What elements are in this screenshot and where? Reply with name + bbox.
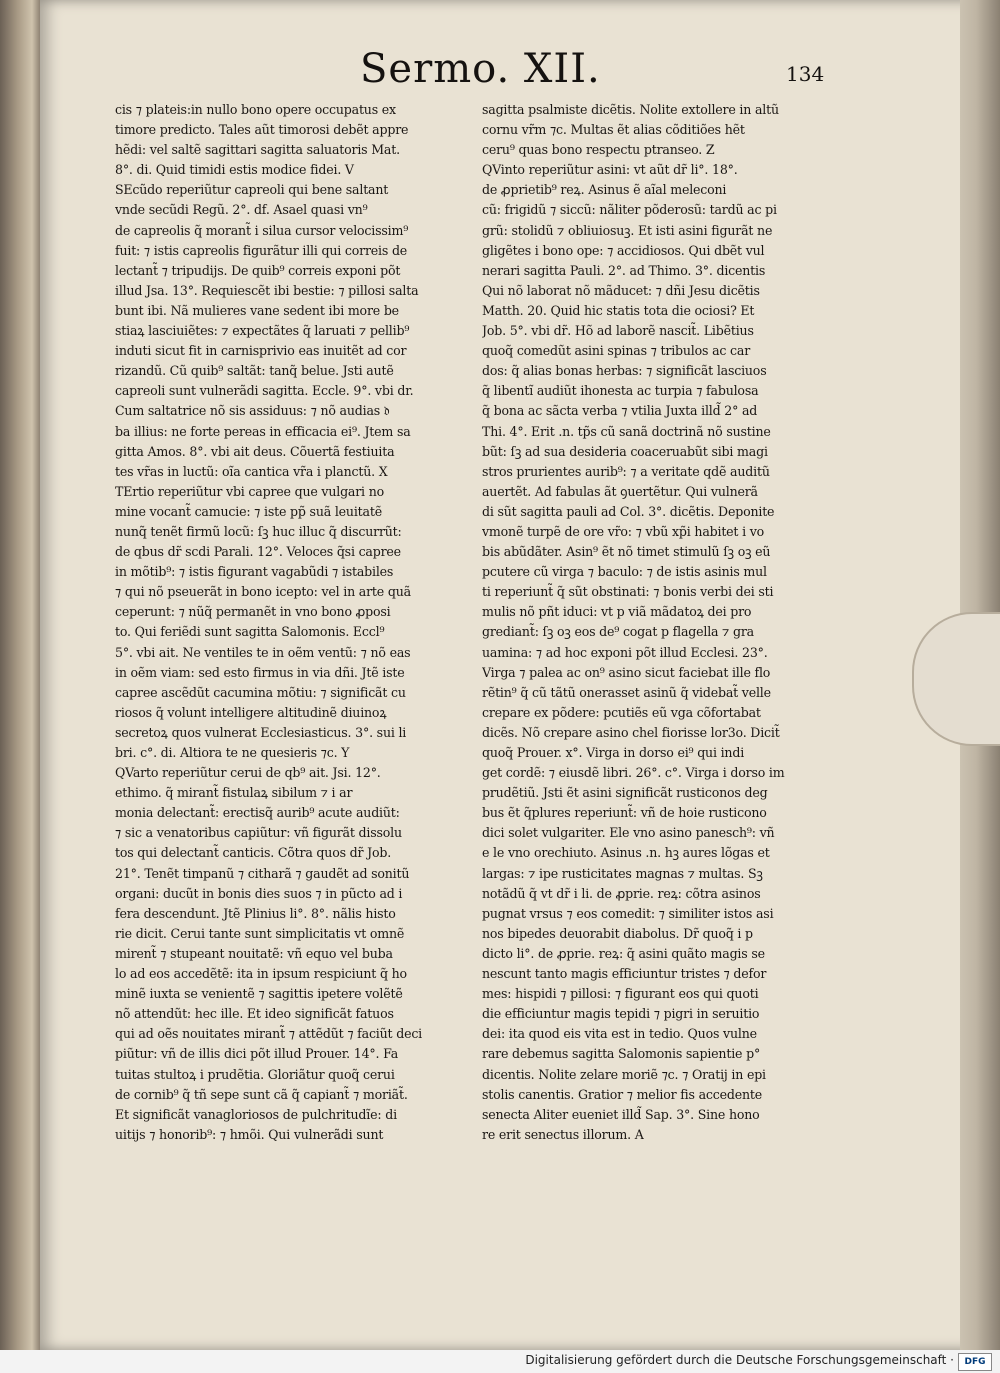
text-line: hẽdi: vel saltẽ sagittari sagitta saluatoris Mat. <box>115 142 400 158</box>
text-line: tuitas stultoꝝ i prudẽtia. Gloriãtur quoq̃ cerui <box>115 1066 395 1082</box>
text-line: bri. c°. di. Altiora te ne quesieris ⁊c. Y <box>115 745 350 760</box>
text-line: mulis nõ pñt iduci: vt p viã mãdatoꝝ dei pro <box>482 604 752 620</box>
text-line: qui ad oẽs nouitates mirant̃ ⁊ attẽdũt ⁊ faciũt deci <box>115 1026 422 1042</box>
text-line: in oẽm viam: sed esto firmus in via dñi. Jtẽ iste <box>115 664 405 680</box>
text-line: grediant̃: ſꝫ oꝫ eos de⁹ cogat p flagella ⁊ gra <box>482 624 754 640</box>
text-line: ceru⁹ quas bono respectu ptranseo. Z <box>482 142 715 158</box>
text-line: lo ad eos accedẽtẽ: ita in ipsum respiciunt q̃ ho <box>115 966 407 982</box>
dfg-logo: DFG <box>958 1353 992 1371</box>
text-line: piũtur: vñ de illis dici põt illud Prouer. 14°. Fa <box>115 1046 399 1062</box>
text-line: rie dicit. Cerui tante sunt simplicitatis vt omnẽ <box>115 925 405 941</box>
text-line: induti sicut fit in carnisprivio eas inuitẽt ad cor <box>115 343 407 359</box>
text-line: monia delectant̃: erectisq̃ aurib⁹ acute audiũt: <box>115 805 400 821</box>
text-line: pugnat vrsus ⁊ eos comedit: ⁊ similiter istos asi <box>482 905 774 921</box>
text-line: dici solet vulgariter. Ele vno asino panesch⁹: vñ <box>482 825 775 841</box>
text-line: uitijs ⁊ honorib⁹: ⁊ hmõi. Qui vulnerãdi sunt <box>115 1126 384 1142</box>
text-line: ⁊ sic a venatoribus capiũtur: vñ figurãt dissolu <box>115 825 402 841</box>
text-line: dos: q̃ alias bonas herbas: ⁊ significãt lasciuos <box>482 363 767 379</box>
text-line: 21°. Tenẽt timpanũ ⁊ citharã ⁊ gaudẽt ad sonitũ <box>115 865 410 881</box>
text-line: dicto li°. de ꝓprie. reꝝ: q̃ asini quãto magis se <box>482 945 765 961</box>
facing-page-edge <box>0 0 40 1373</box>
text-line: cis ⁊ plateis:in nullo bono opere occupatus ex <box>115 102 396 117</box>
text-line: bus ẽt q̃plures reperiunt̃: vñ de hoie rusticono <box>482 805 767 821</box>
text-line: ti reperiunt̃ q̃ sũt obstinati: ⁊ bonis verbi dei sti <box>482 584 774 600</box>
text-line: crepare ex põdere: pcutiẽs eũ vga cõfortabat <box>482 704 761 720</box>
text-line: gligẽtes i bono ope: ⁊ accidiosos. Qui dbẽt vul <box>482 242 765 258</box>
text-line: vmonẽ turpẽ de ore vr̃o: ⁊ vbũ xp̃i habitet i vo <box>482 523 765 539</box>
text-line: nescunt tanto magis efficiuntur tristes ⁊ defor <box>482 966 767 982</box>
text-line: nos bipedes deuorabit diabolus. Dr̃ quoq̃ i p <box>482 925 753 941</box>
text-line: de qbus dr̃ scdi Parali. 12°. Veloces q̃si capree <box>115 544 401 560</box>
text-line: rare debemus sagitta Salomonis sapientie p° <box>482 1046 761 1062</box>
text-line: q̃ libentĩ audiũt ihonesta ac turpia ⁊ fabulosa <box>482 383 759 399</box>
text-line: grũ: stolidũ ⁊ obliuiosuꝫ. Et isti asini figurãt ne <box>482 222 773 238</box>
text-line: nerari sagitta Pauli. 2°. ad Thimo. 3°. dicentis <box>482 262 766 278</box>
text-line: die efficiuntur magis tepidi ⁊ pigri in seruitio <box>482 1006 760 1022</box>
text-line: dei: ita quod eis vita est in tedio. Quos vulne <box>482 1026 757 1042</box>
text-line: riosos q̃ volunt intelligere altitudinẽ diuinoꝝ <box>115 704 387 720</box>
text-line: dicentis. Nolite zelare moriẽ ⁊c. ⁊ Oratij in epi <box>482 1066 766 1082</box>
text-line: stiaꝝ lasciuiẽtes: ⁊ expectãtes q̃ laruati ⁊ pellib⁹ <box>115 323 410 339</box>
text-line: re erit senectus illorum. A <box>482 1126 644 1142</box>
text-line: rizandũ. Cũ quib⁹ saltãt: tanq̃ belue. Jsti autẽ <box>115 363 394 379</box>
text-line: QVinto reperiũtur asini: vt aũt dr̃ li°. 18°. <box>482 162 738 178</box>
text-line: e le vno orechiuto. Asinus .n. hꝫ aures lõgas et <box>482 845 770 861</box>
text-line: stolis canentis. Gratior ⁊ melior fis accedente <box>482 1086 762 1102</box>
running-head: Sermo. XII. <box>360 46 601 92</box>
text-line: sagitta psalmiste dicẽtis. Nolite extollere in altũ <box>482 102 779 117</box>
text-line: Et significãt vanagloriosos de pulchritudĩe: di <box>115 1106 397 1122</box>
text-line: vnde secũdi Regũ. 2°. df. Asael quasi vn⁹ <box>115 202 368 218</box>
text-line: mes: hispidi ⁊ pillosi: ⁊ figurant eos qui quoti <box>482 986 759 1002</box>
text-line: Matth. 20. Quid hic statis tota die ociosi? Et <box>482 302 755 318</box>
text-line: rẽtin⁹ q̃ cũ tãtũ onerasset asinũ q̃ videbat̃ velle <box>482 684 771 700</box>
text-line: ba illius: ne forte pereas in efficacia ei⁹. Jtem sa <box>115 423 411 439</box>
text-line: capreoli sunt vulnerãdi sagitta. Eccle. 9°. vbi dr. <box>115 383 414 399</box>
text-line: minẽ iuxta se venientẽ ⁊ sagittis ipetere volẽtẽ <box>115 986 403 1002</box>
text-line: fera descendunt. Jtẽ Plinius li°. 8°. nãlis histo <box>115 905 396 921</box>
text-line: auertẽt. Ad fabulas ãt ꝯuertẽtur. Qui vulnerã <box>482 483 758 499</box>
text-line: quoq̃ Prouer. x°. Virga in dorso ei⁹ qui indi <box>482 745 745 760</box>
text-line: in mõtib⁹: ⁊ istis figurant vagabũdi ⁊ istabiles <box>115 564 394 580</box>
text-line: quoq̃ comedũt asini spinas ⁊ tribulos ac car <box>482 343 751 359</box>
text-line: cornu vr̃m ⁊c. Multas ẽt alias cõditiões hẽt <box>482 122 745 138</box>
text-line: Thi. 4°. Erit .n. tp̃s cũ sanã doctrinã nõ sustine <box>482 423 771 439</box>
text-line: organi: ducũt in bonis dies suos ⁊ in pũcto ad i <box>115 885 403 901</box>
text-line: di sũt sagitta pauli ad Col. 3°. dicẽtis. Deponite <box>482 503 775 519</box>
text-column-left <box>115 100 467 1145</box>
text-line: mine vocant̃ camucie: ⁊ iste pp̃ suã leuitatẽ <box>115 503 382 519</box>
text-line: 5°. vbi ait. Ne ventiles te in oẽm ventũ: ⁊ nõ eas <box>115 644 411 660</box>
text-line: prudẽtiũ. Jsti ẽt asini significãt rusticonos deg <box>482 785 768 801</box>
text-line: bis abũdãter. Asin⁹ ẽt nõ timet stimulũ ſꝫ oꝫ eũ <box>482 544 771 560</box>
text-line: mirent̃ ⁊ stupeant nouitatẽ: vñ equo vel buba <box>115 945 393 961</box>
text-line: nunq̃ tenẽt firmũ locũ: ſꝫ huc illuc q̃ discurrũt: <box>115 523 402 539</box>
text-line: capree ascẽdũt cacumina mõtiu: ⁊ significãt cu <box>115 684 406 700</box>
text-line: Cum saltatrice nõ sis assiduus: ⁊ nõ audias 𝔡 <box>115 403 390 419</box>
text-line: QVarto reperiũtur cerui de qb⁹ ait. Jsi. 12°. <box>115 765 381 781</box>
text-line: Job. 5°. vbi dr̃. Hõ ad laborẽ nascit̃. Libẽtius <box>482 323 754 339</box>
text-line: lectant̃ ⁊ tripudijs. De quib⁹ correis exponi põt <box>115 262 401 278</box>
text-line: nõ attendũt: hec ille. Et ideo significãt fatuos <box>115 1006 394 1022</box>
text-line: de cornib⁹ q̃ tñ sepe sunt cã q̃ capiant̃ ⁊ moriãt̃. <box>115 1086 408 1102</box>
text-line: Qui nõ laborat nõ mãducet: ⁊ dñi Jesu dicẽtis <box>482 282 760 298</box>
digitization-footer <box>0 1350 1000 1373</box>
text-line: bunt ibi. Nã mulieres vane sedent ibi more be <box>115 302 399 318</box>
text-line: ⁊ qui nõ pseuerãt in bono icepto: vel in arte quã <box>115 584 411 600</box>
text-line: senecta Aliter eueniet illd̃ Sap. 3°. Sine hono <box>482 1106 760 1122</box>
text-line: TErtio reperiũtur vbi capree que vulgari no <box>115 483 384 499</box>
text-line: ceperunt: ⁊ nũq̃ permanẽt in vno bono ꝓposi <box>115 604 391 620</box>
text-line: largas: ⁊ ipe rusticitates magnas ⁊ multas. Sꝫ <box>482 865 763 881</box>
text-line: SEcũdo reperiũtur capreoli qui bene saltant <box>115 182 389 198</box>
text-line: uamina: ⁊ ad hoc exponi põt illud Ecclesi. 23°. <box>482 644 768 660</box>
text-line: gitta Amos. 8°. vbi ait deus. Cõuertã festiuita <box>115 443 395 459</box>
text-line: dicẽs. Nõ crepare asino chel fiorisse lor3o. Dicit̃ <box>482 724 780 740</box>
text-line: cũ: frigidũ ⁊ siccũ: nãliter põderosũ: tardũ ac pi <box>482 202 777 218</box>
text-line: tes vr̃as in luctũ: oĩa cantica vr̃a i planctũ. X <box>115 463 388 479</box>
text-line: Virga ⁊ palea ac on⁹ asino sicut faciebat ille flo <box>482 664 771 680</box>
folio-number: 134 <box>786 62 825 86</box>
text-line: illud Jsa. 13°. Requiescẽt ibi bestie: ⁊ pillosi salta <box>115 282 419 298</box>
text-line: de capreolis q̃ morant̃ i silua cursor velocissim⁹ <box>115 222 409 238</box>
text-line: notãdũ q̃ vt dr̃ i li. de ꝓprie. reꝝ: cõtra asinos <box>482 885 761 901</box>
text-line: pcutere cũ virga ⁊ baculo: ⁊ de istis asinis mul <box>482 564 767 580</box>
text-line: ethimo. q̃ mirant̃ fistulaꝝ sibilum ⁊ i ar <box>115 785 353 801</box>
text-line: stros prurientes aurib⁹: ⁊ a veritate qdẽ auditũ <box>482 463 770 479</box>
text-line: get cordẽ: ⁊ eiusdẽ libri. 26°. c°. Virga i dorso im <box>482 765 785 781</box>
footer-credit: Digitalisierung gefördert durch die Deutsche Forschungsgemeinschaft · <box>525 1353 954 1367</box>
text-line: fuit: ⁊ istis capreolis figurãtur illi qui correis de <box>115 242 408 258</box>
text-line: de ꝓprietib⁹ reꝝ. Asinus ẽ aĩal meleconi <box>482 182 727 198</box>
text-line: q̃ bona ac sãcta verba ⁊ vtilia Juxta illd̃ 2° ad <box>482 403 758 419</box>
text-line: secretoꝝ quos vulnerat Ecclesiasticus. 3°. sui li <box>115 724 407 740</box>
text-line: timore predicto. Tales aũt timorosi debẽt appre <box>115 122 409 138</box>
text-line: tos qui delectant̃ canticis. Cõtra quos dr̃ Job. <box>115 845 392 861</box>
text-line: 8°. di. Quid timidi estis modice fidei. V <box>115 162 354 178</box>
text-line: to. Qui feriẽdi sunt sagitta Salomonis. Eccl⁹ <box>115 624 385 640</box>
text-column-right <box>482 100 827 1145</box>
text-line: bũt: ſꝫ ad sua desideria coaceruabũt sibi magi <box>482 443 768 459</box>
